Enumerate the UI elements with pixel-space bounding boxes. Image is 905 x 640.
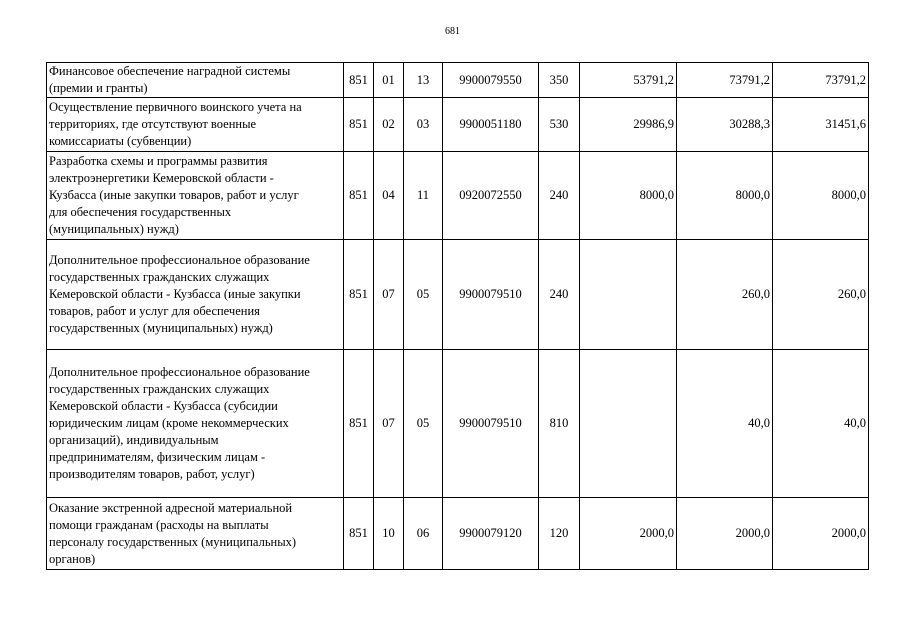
section-code-cell: 04: [374, 152, 404, 240]
section-code-cell: 07: [374, 350, 404, 498]
subsection-code-cell: 05: [404, 240, 443, 350]
table-row: [47, 240, 869, 350]
subsection-code-cell: 13: [404, 63, 443, 98]
expense-name-line: Дополнительное профессиональное образование: [49, 253, 310, 267]
section-code-cell: 07: [374, 240, 404, 350]
expense-name-line: Финансовое обеспечение наградной системы: [49, 64, 291, 78]
expense-type-cell: 530: [539, 98, 580, 152]
table-row: [47, 498, 869, 570]
expense-name-line: электроэнергетики Кемеровской области -: [49, 171, 274, 185]
target-article-cell: 0920072550: [443, 152, 539, 240]
amount-year-2-cell: 8000,0: [677, 152, 773, 240]
expense-name-line: (муниципальных) нужд): [49, 222, 179, 236]
expense-type-cell: 810: [539, 350, 580, 498]
admin-code-cell: 851: [344, 63, 374, 98]
amount-year-3-cell: 40,0: [773, 350, 869, 498]
expense-name-line: территориях, где отсутствуют военные: [49, 117, 257, 131]
amount-year-3-cell: 31451,6: [773, 98, 869, 152]
admin-code-cell: 851: [344, 350, 374, 498]
page-number: 681: [445, 26, 460, 37]
target-article-cell: 9900079510: [443, 350, 539, 498]
admin-code-cell: 851: [344, 240, 374, 350]
table-row: [47, 98, 869, 152]
expense-type-cell: 240: [539, 152, 580, 240]
subsection-code-cell: 05: [404, 350, 443, 498]
expense-name-line: организаций), индивидуальным: [49, 433, 219, 447]
amount-year-2-cell: 40,0: [677, 350, 773, 498]
subsection-code-cell: 11: [404, 152, 443, 240]
table-body: [47, 63, 869, 570]
section-code-cell: 02: [374, 98, 404, 152]
expense-name-line: (премии и гранты): [49, 81, 148, 95]
expense-type-cell: 240: [539, 240, 580, 350]
expense-type-cell: 350: [539, 63, 580, 98]
table-row: [47, 350, 869, 498]
target-article-cell: 9900079550: [443, 63, 539, 98]
expense-name-cell: [47, 63, 344, 98]
expense-name-line: для обеспечения государственных: [49, 205, 232, 219]
amount-year-2-cell: 260,0: [677, 240, 773, 350]
expense-name-line: комиссариаты (субвенции): [49, 134, 192, 148]
admin-code-cell: 851: [344, 152, 374, 240]
table-row: [47, 152, 869, 240]
amount-year-3-cell: 73791,2: [773, 63, 869, 98]
expense-type-cell: 120: [539, 498, 580, 570]
target-article-cell: 9900079120: [443, 498, 539, 570]
admin-code-cell: 851: [344, 98, 374, 152]
expense-name-line: государственных гражданских служащих: [49, 382, 270, 396]
amount-year-1-cell: [580, 240, 677, 350]
expense-name-line: товаров, работ и услуг для обеспечения: [49, 304, 260, 318]
expense-name-line: Осуществление первичного воинского учета на: [49, 100, 302, 114]
amount-year-1-cell: 2000,0: [580, 498, 677, 570]
expense-name-line: государственных гражданских служащих: [49, 270, 270, 284]
expense-name-cell: [47, 240, 344, 350]
amount-year-1-cell: 29986,9: [580, 98, 677, 152]
expense-name-line: Кузбасса (иные закупки товаров, работ и услуг: [49, 188, 299, 202]
amount-year-2-cell: 2000,0: [677, 498, 773, 570]
section-code-cell: 10: [374, 498, 404, 570]
section-code-cell: 01: [374, 63, 404, 98]
amount-year-2-cell: 30288,3: [677, 98, 773, 152]
target-article-cell: 9900051180: [443, 98, 539, 152]
expense-name-line: Кемеровской области - Кузбасса (субсидии: [49, 399, 278, 413]
expense-name-line: органов): [49, 551, 96, 566]
expense-name-cell: [47, 152, 344, 240]
expense-name-cell: [47, 350, 344, 498]
amount-year-1-cell: 8000,0: [580, 152, 677, 240]
table-row: [47, 63, 869, 98]
expense-name-cell: [47, 98, 344, 152]
expense-name-line: персоналу государственных (муниципальных): [49, 534, 297, 549]
amount-year-1-cell: [580, 350, 677, 498]
expense-name-line: Кемеровской области - Кузбасса (иные закупки: [49, 287, 301, 301]
budget-table: [46, 62, 869, 570]
subsection-code-cell: 06: [404, 498, 443, 570]
expense-name-line: Оказание экстренной адресной материальной: [49, 500, 293, 515]
target-article-cell: 9900079510: [443, 240, 539, 350]
amount-year-3-cell: 8000,0: [773, 152, 869, 240]
expense-name-line: юридическим лицам (кроме некоммерческих: [49, 416, 289, 430]
expense-name-line: государственных (муниципальных) нужд): [49, 321, 273, 335]
amount-year-1-cell: 53791,2: [580, 63, 677, 98]
amount-year-3-cell: 260,0: [773, 240, 869, 350]
expense-name-line: помощи гражданам (расходы на выплаты: [49, 517, 269, 532]
amount-year-3-cell: 2000,0: [773, 498, 869, 570]
subsection-code-cell: 03: [404, 98, 443, 152]
expense-name-line: Разработка схемы и программы развития: [49, 154, 268, 168]
expense-name-line: предпринимателям, физическим лицам -: [49, 450, 266, 464]
expense-name-line: Дополнительное профессиональное образование: [49, 365, 310, 379]
admin-code-cell: 851: [344, 498, 374, 570]
expense-name-cell: [47, 498, 344, 570]
expense-name-line: производителям товаров, работ, услуг): [49, 467, 255, 481]
amount-year-2-cell: 73791,2: [677, 63, 773, 98]
